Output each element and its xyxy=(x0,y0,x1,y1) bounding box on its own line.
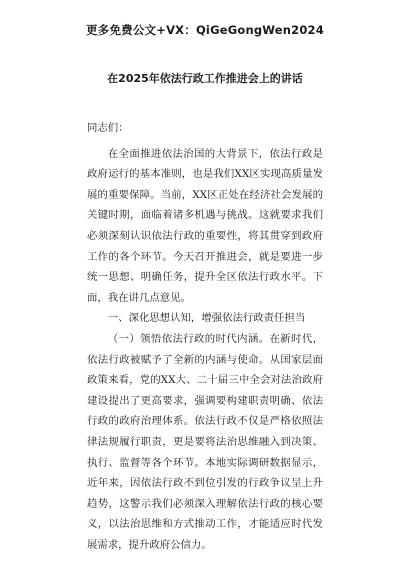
watermark-header: 更多免费公文+VX：QiGeGongWen2024 xyxy=(86,23,324,37)
intro-paragraph: 在全面推进依法治国的大背景下，依法行政是政府运行的基本准则，也是我们XX区实现高质量发展的重要保障。当前，XX区正处在经济社会发展的关键时期，面临着诸多机遇与挑战。这就要求我们必须深刻认识依法行政的重要性，将其贯穿到政府工作的各个环节。今天召开推进会，就是要进一步统一思想、明确任务，提升全区依法行政水平。下面，我在讲几点意见。 xyxy=(87,147,323,304)
sub-paragraph-1: （一）领悟依法行政的时代内涵。在新时代，依法行政被赋予了全新的内涵与使命。从国家层面政策来看，党的XX大、二十届三中全会对法治政府建设提出了更高要求，强调要构建职责明确、依法行政的政府治理体系。依法行政不仅是严格依照法律法规履行职责，更是要将法治思维融入到决策、执行、监督等各个环节。本地实际调研数据显示，近年来，因依法行政不到位引发的行政争议呈上升趋势，这警示我们必须深入理解依法行政的核心要义，以法治思维和方式推动工作，才能适应时代发展需求，提升政府公信力。 xyxy=(87,332,323,551)
document-body xyxy=(87,118,323,555)
section-heading-1: 一、深化思想认知，增强依法行政责任担当 xyxy=(107,312,306,325)
document-title: 在2025年依法行政工作推进会上的讲话 xyxy=(107,72,303,85)
salutation: 同志们： xyxy=(87,122,129,134)
